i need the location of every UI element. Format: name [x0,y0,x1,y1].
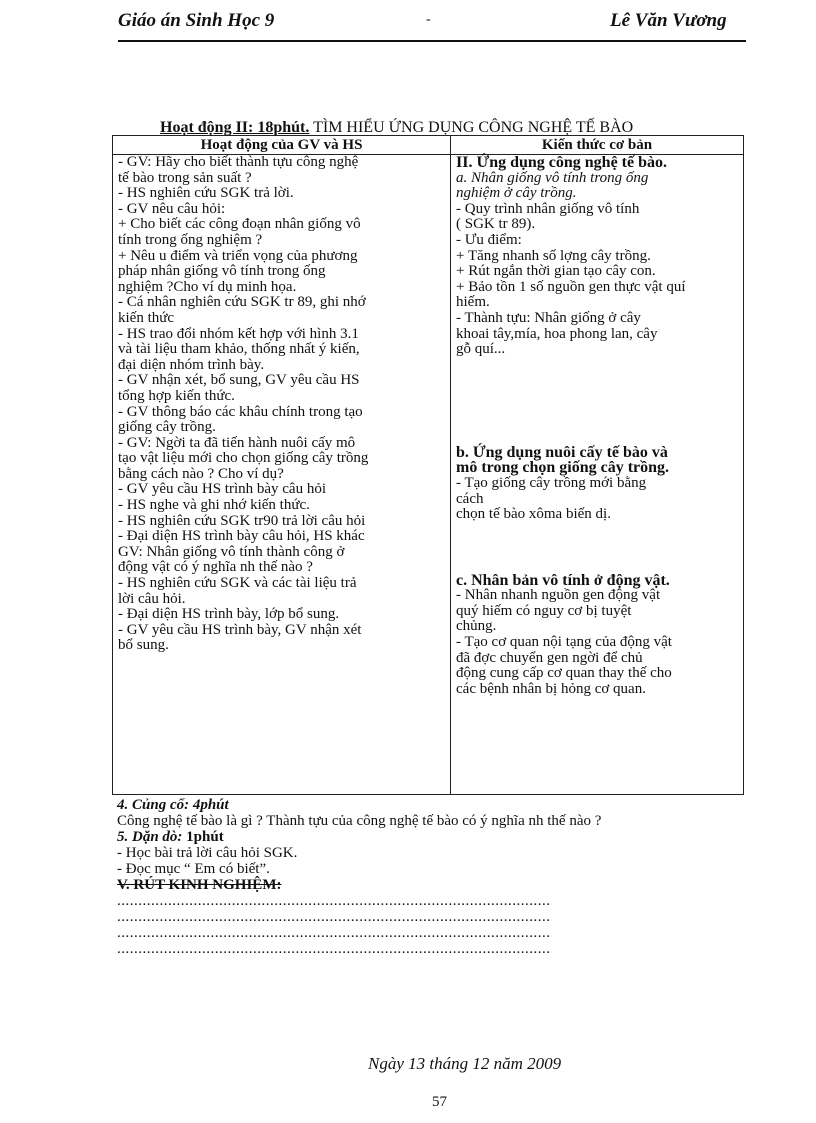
section-title-tissue-culture: b. Ứng dụng nuôi cấy tế bào và [456,443,668,461]
knowledge-line: - Tạo cơ quan nội tạng của động vật [456,634,672,651]
lesson-table [112,135,744,795]
section-title-tissue-culture: mô trong chọn giống cây trồng. [456,459,670,477]
activity-line: kiến thức [118,309,175,326]
knowledge-line: cách [456,490,484,507]
activity-line: - GV thông báo các khâu chính trong tạo [118,403,363,420]
homework-title: 5. Dặn dò: [117,829,187,845]
activities-cell [113,155,451,795]
knowledge-line: - Thành tựu: Nhân giống ở cây [456,309,641,326]
knowledge-line: - Nhân nhanh nguồn gen động vật [456,587,661,604]
activity-line: - GV yêu cầu HS trình bày, GV nhận xét [118,621,362,638]
activity-line: - HS nghiên cứu SGK và các tài liệu trả [118,575,357,592]
dotted-line: ...................................................................................................... [117,909,551,925]
activity-title: TÌM HIỂU ỨNG DỤNG CÔNG NGHỆ TẾ BÀO [309,119,634,136]
activity-line: bằng cách nào ? Cho ví dụ? [118,465,284,482]
activity-line: - HS nghiên cứu SGK trả lời. [118,185,294,202]
experience-title: V. RÚT KINH NGHIỆM: [117,877,282,893]
consolidate-text: Công nghệ tế bào là gì ? Thành tựu của công nghệ tế bào có ý nghĩa nh thế nào ? [117,813,602,829]
knowledge-line: quý hiếm có nguy cơ bị tuyệt [456,602,632,619]
knowledge-line: gỗ quí... [456,341,506,358]
activity-line: nghiệm ?Cho ví dụ minh họa. [118,278,297,295]
activity-line: - HS trao đổi nhóm kết hợp với hình 3.1 [118,325,359,342]
activity-line: - Cá nhân nghiên cứu SGK tr 89, ghi nhớ [118,294,366,311]
homework-heading [117,829,601,845]
activity-line: + Nêu u điểm và triển vọng của phương [118,247,358,264]
activity-line: - GV yêu cầu HS trình bày câu hỏi [118,481,327,498]
knowledge-line: - Quy trình nhân giống vô tính [456,200,640,217]
knowledge-line: khoai tây,mía, hoa phong lan, cây [456,325,658,342]
knowledge-line: + Rút ngắn thời gian tạo cây con. [456,263,656,280]
activity-line: lời câu hỏi. [118,590,186,607]
header-subject: Giáo án Sinh Học 9 [118,10,275,31]
dotted-line: ...................................................................................................... [117,893,551,909]
dotted-line: ...................................................................................................... [117,941,551,957]
knowledge-line: - Tạo giống cây trồng mới bằng [456,474,647,491]
activity-line: bổ sung. [118,637,169,654]
activity-line: tế bào trong sản suất ? [118,169,252,186]
section-title-applications: II. Ứng dụng công nghệ tế bào. [456,154,668,171]
activity-line: - Đại diện HS trình bày, lớp bổ sung. [118,606,340,623]
knowledge-line: các bệnh nhân bị hỏng cơ quan. [456,680,646,697]
activity-label: Hoạt động II: 18phút. [160,119,310,136]
table-body-row [113,155,744,795]
activity-line: GV: Nhân giống vô tính thành công ở [118,543,345,560]
activity-line: - HS nghe và ghi nhớ kiến thức. [118,497,310,514]
activity-line: + Cho biết các công đoạn nhân giống vô [118,216,361,233]
knowledge-cell [451,155,744,795]
knowledge-line: ( SGK tr 89). [456,216,536,233]
homework-line: - Đọc mục “ Em có biết”. [117,861,270,877]
knowledge-line: động cung cấp cơ quan thay thế cho [456,665,672,682]
homework-time: 1phút [186,829,224,845]
footer-section [117,797,601,957]
header-basic-knowledge: Kiến thức cơ bản [451,136,744,155]
activity-line: - GV nhận xét, bổ sung, GV yêu cầu HS [118,372,360,389]
knowledge-line: chọn tế bào xôma biến dị. [456,506,611,523]
header-rule [118,40,746,42]
date-line: Ngày 13 tháng 12 năm 2009 [368,1054,562,1073]
knowledge-line: + Tăng nhanh số lợng cây trồng. [456,247,651,264]
header-separator: - [426,12,431,27]
activity-line: động vật có ý nghĩa nh thế nào ? [118,559,313,576]
activity-line: đại diện nhóm trình bày. [118,356,265,373]
knowledge-line: chủng. [456,618,497,635]
knowledge-line: đã đợc chuyển gen ngời để chủ [456,649,643,666]
spacer [456,358,738,445]
activity-line: - HS nghiên cứu SGK tr90 trả lời câu hỏi [118,512,366,529]
table-header-row [113,136,744,155]
activity-line: tạo vật liệu mới cho chọn giống cây trồng [118,450,369,467]
activity-line: pháp nhân giống vô tính trong ống [118,263,326,280]
knowledge-line: + Bảo tồn 1 số nguồn gen thực vật quí [456,278,686,295]
page-number: 57 [432,1094,447,1110]
knowledge-line: hiếm. [456,294,490,311]
activity-line: tổng hợp kiến thức. [118,387,235,404]
spacer [456,523,738,573]
activity-line: tính trong ống nghiệm ? [118,231,263,248]
homework-line: - Học bài trả lời câu hỏi SGK. [117,845,298,861]
header-author: Lê Văn Vương [610,10,727,31]
activity-line: và tài liệu tham khảo, thống nhất ý kiến, [118,341,360,358]
activity-line: - GV nêu câu hỏi: [118,200,226,217]
subsection-a-line: a. Nhân giống vô tính trong ống [456,169,649,186]
activity-line: - GV: Hãy cho biết thành tựu công nghệ [118,154,359,170]
knowledge-line: - Ưu điểm: [456,231,522,248]
subsection-a-line: nghiệm ở cây trồng. [456,185,577,202]
consolidate-title: 4. Củng cố: 4phút [117,797,229,813]
activity-line: - Đại diện HS trình bày câu hỏi, HS khác [118,528,365,545]
activity-line: - GV: Ngời ta đã tiến hành nuôi cấy mô [118,434,356,451]
activity-line: giống cây trồng. [118,419,216,436]
header-teacher-student: Hoạt động của GV và HS [113,136,451,155]
dotted-line: ...................................................................................................... [117,925,551,941]
section-title-cloning: c. Nhân bản vô tính ở động vật. [456,571,670,589]
